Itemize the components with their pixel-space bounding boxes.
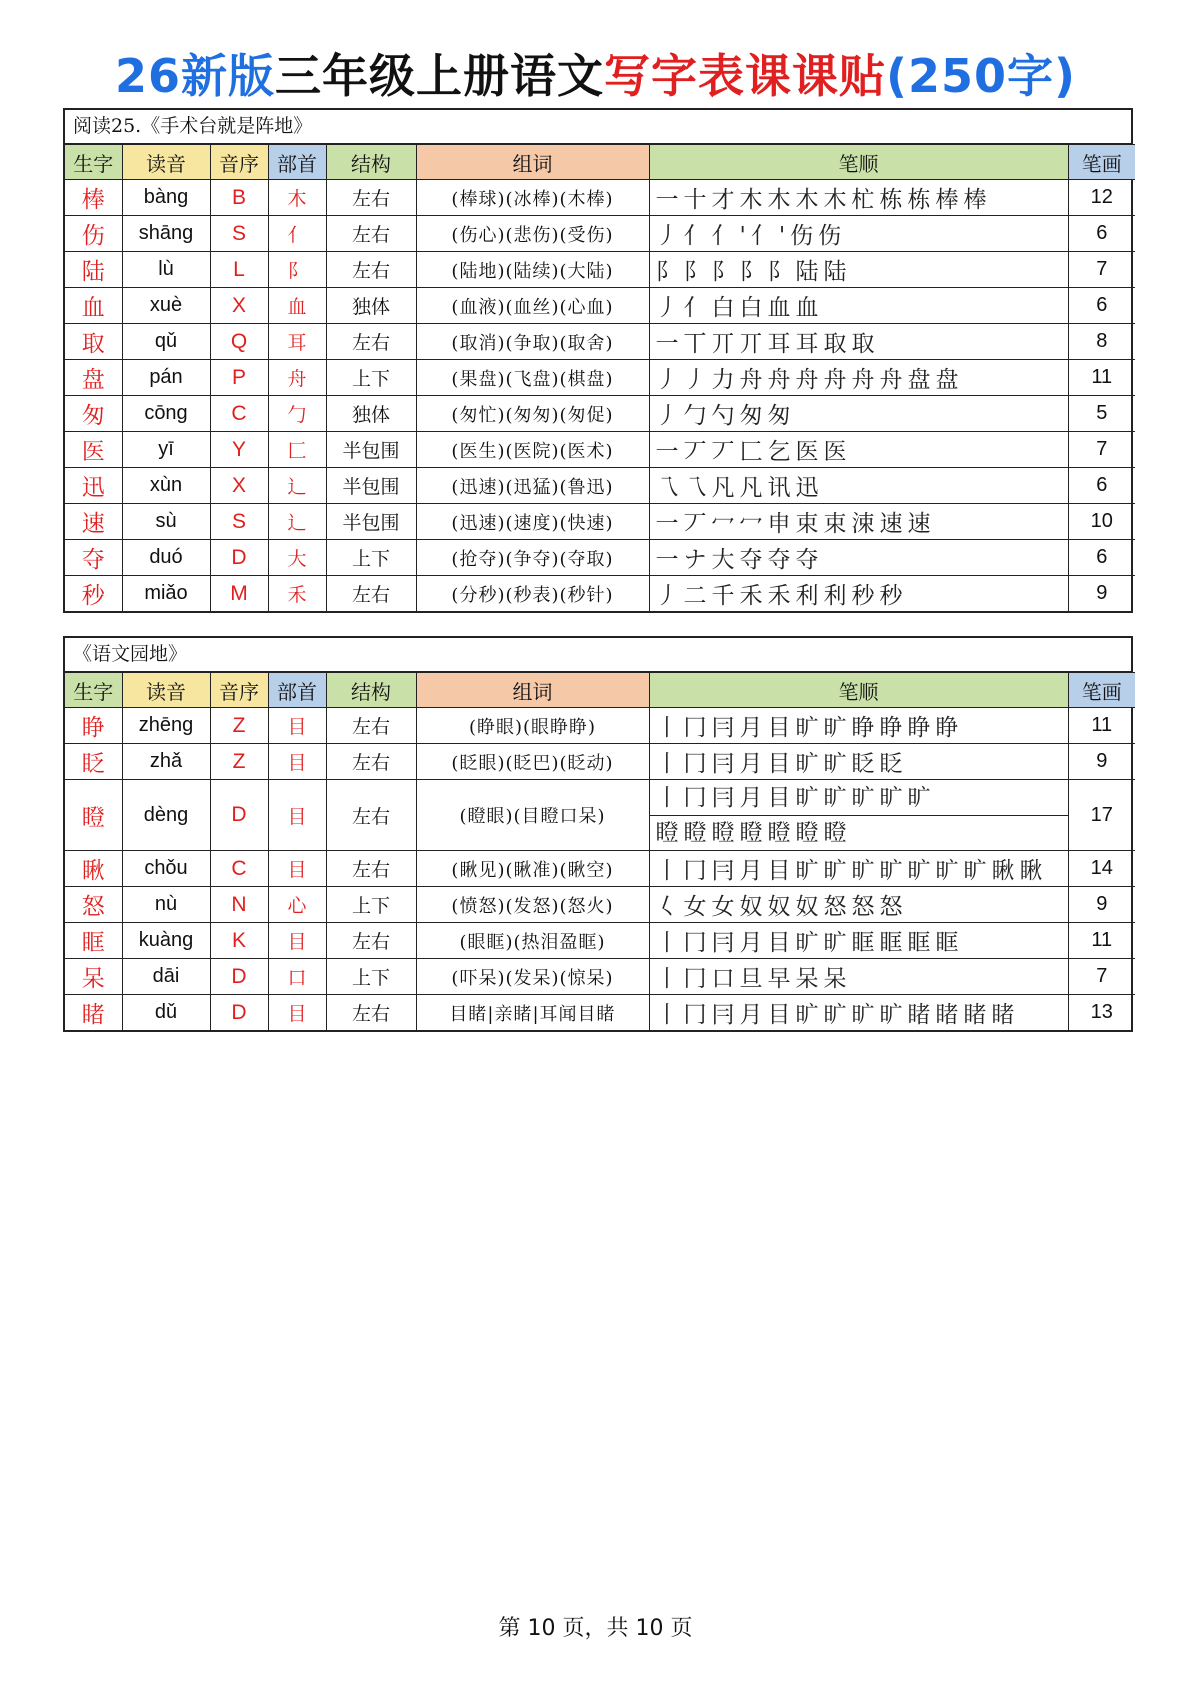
table-row: [65, 995, 1135, 1031]
structure-cell: 左右: [326, 923, 416, 959]
sequence-letter-cell: N: [210, 887, 268, 923]
stroke-count-cell: 9: [1068, 576, 1135, 612]
character-cell: 速: [65, 504, 122, 540]
stroke-count-cell: 10: [1068, 504, 1135, 540]
sequence-letter-cell: P: [210, 360, 268, 396]
pinyin-cell: cōng: [122, 396, 210, 432]
stroke-order-cell: 一丆丆匚乞医医: [649, 432, 1068, 468]
radical-cell: 目: [268, 995, 326, 1031]
header-count: 笔画: [1068, 673, 1135, 708]
words-cell: (分秒)(秒表)(秒针): [416, 576, 649, 612]
stroke-order-cell: 丿勹勺匆匆: [649, 396, 1068, 432]
sequence-letter-cell: M: [210, 576, 268, 612]
character-cell: 陆: [65, 252, 122, 288]
words-cell: (愤怒)(发怒)(怒火): [416, 887, 649, 923]
sequence-letter-cell: S: [210, 216, 268, 252]
pinyin-cell: yī: [122, 432, 210, 468]
character-table: [65, 144, 1135, 611]
radical-cell: 目: [268, 780, 326, 851]
words-cell: (抢夺)(争夺)(夺取): [416, 540, 649, 576]
pinyin-cell: duó: [122, 540, 210, 576]
header-char: 生字: [65, 673, 122, 708]
header-words: 组词: [416, 673, 649, 708]
words-cell: 目睹|亲睹|耳闻目睹: [416, 995, 649, 1031]
structure-cell: 半包围: [326, 468, 416, 504]
structure-cell: 左右: [326, 180, 416, 216]
words-cell: (迅速)(迅猛)(鲁迅): [416, 468, 649, 504]
stroke-count-cell: 14: [1068, 851, 1135, 887]
pinyin-cell: pán: [122, 360, 210, 396]
structure-cell: 半包围: [326, 504, 416, 540]
structure-cell: 上下: [326, 887, 416, 923]
sequence-letter-cell: Z: [210, 708, 268, 744]
radical-cell: 舟: [268, 360, 326, 396]
table-row: [65, 396, 1135, 432]
pinyin-cell: xùn: [122, 468, 210, 504]
sequence-letter-cell: K: [210, 923, 268, 959]
stroke-order-cell: 𡿨女女奴奴奴怒怒怒: [649, 887, 1068, 923]
words-cell: (瞪眼)(目瞪口呆): [416, 780, 649, 851]
table-row: [65, 216, 1135, 252]
header-row: [65, 673, 1135, 708]
table-row: [65, 432, 1135, 468]
stroke-order-line-2: 瞪瞪瞪瞪瞪瞪瞪: [655, 819, 852, 846]
sequence-letter-cell: Q: [210, 324, 268, 360]
header-structure: 结构: [326, 673, 416, 708]
stroke-order-cell: 乁乁凡凡讯迅: [649, 468, 1068, 504]
radical-cell: 目: [268, 708, 326, 744]
page-title: [0, 40, 1191, 106]
table-row: [65, 324, 1135, 360]
stroke-count-cell: 6: [1068, 468, 1135, 504]
table-row: [65, 288, 1135, 324]
words-cell: (瞅见)(瞅准)(瞅空): [416, 851, 649, 887]
structure-cell: 左右: [326, 216, 416, 252]
sequence-letter-cell: X: [210, 468, 268, 504]
section-title: 《语文园地》: [65, 638, 1131, 672]
stroke-count-cell: 12: [1068, 180, 1135, 216]
title-part-3: 写字表课课贴: [603, 49, 886, 103]
table-row: [65, 252, 1135, 288]
radical-cell: 辶: [268, 504, 326, 540]
header-row: [65, 145, 1135, 180]
header-seq: 音序: [210, 673, 268, 708]
stroke-order-cell: 丨冂冃月目旷旷眨眨: [649, 744, 1068, 780]
stroke-count-cell: 11: [1068, 360, 1135, 396]
radical-cell: 勹: [268, 396, 326, 432]
structure-cell: 上下: [326, 360, 416, 396]
table-row: [65, 504, 1135, 540]
page-footer: 第 10 页，共 10 页: [498, 1616, 693, 1641]
radical-cell: 木: [268, 180, 326, 216]
character-cell: 医: [65, 432, 122, 468]
table-row: [65, 468, 1135, 504]
words-cell: (匆忙)(匆匆)(匆促): [416, 396, 649, 432]
pinyin-cell: sù: [122, 504, 210, 540]
words-cell: (取消)(争取)(取舍): [416, 324, 649, 360]
stroke-count-cell: 5: [1068, 396, 1135, 432]
table-row: [65, 923, 1135, 959]
pinyin-cell: miǎo: [122, 576, 210, 612]
character-cell: 取: [65, 324, 122, 360]
radical-cell: 心: [268, 887, 326, 923]
sequence-letter-cell: Z: [210, 744, 268, 780]
stroke-count-cell: 6: [1068, 540, 1135, 576]
structure-cell: 上下: [326, 540, 416, 576]
structure-cell: 左右: [326, 851, 416, 887]
pinyin-cell: qǔ: [122, 324, 210, 360]
character-table: [65, 672, 1135, 1030]
words-cell: (眨眼)(眨巴)(眨动): [416, 744, 649, 780]
section-reading-25: [63, 108, 1133, 613]
sequence-letter-cell: X: [210, 288, 268, 324]
radical-cell: 目: [268, 744, 326, 780]
character-cell: 睹: [65, 995, 122, 1031]
header-radical: 部首: [268, 673, 326, 708]
stroke-count-cell: 13: [1068, 995, 1135, 1031]
character-cell: 眶: [65, 923, 122, 959]
pinyin-cell: nù: [122, 887, 210, 923]
character-cell: 匆: [65, 396, 122, 432]
pinyin-cell: dèng: [122, 780, 210, 851]
character-cell: 瞪: [65, 780, 122, 851]
character-cell: 秒: [65, 576, 122, 612]
stroke-count-cell: 9: [1068, 887, 1135, 923]
stroke-count-cell: 11: [1068, 708, 1135, 744]
radical-cell: 耳: [268, 324, 326, 360]
stroke-order-cell: 一十才木木木木杧栋栋棒棒: [649, 180, 1068, 216]
pinyin-cell: dǔ: [122, 995, 210, 1031]
stroke-count-cell: 7: [1068, 432, 1135, 468]
pinyin-cell: shāng: [122, 216, 210, 252]
character-cell: 怒: [65, 887, 122, 923]
section-title: 阅读25.《手术台就是阵地》: [65, 110, 1131, 144]
structure-cell: 左右: [326, 995, 416, 1031]
sequence-letter-cell: S: [210, 504, 268, 540]
header-radical: 部首: [268, 145, 326, 180]
character-cell: 棒: [65, 180, 122, 216]
radical-cell: 大: [268, 540, 326, 576]
table-row: [65, 780, 1135, 851]
pinyin-cell: dāi: [122, 959, 210, 995]
words-cell: (果盘)(飞盘)(棋盘): [416, 360, 649, 396]
table-row: [65, 708, 1135, 744]
sequence-letter-cell: B: [210, 180, 268, 216]
pinyin-cell: zhǎ: [122, 744, 210, 780]
stroke-order-cell: 阝阝阝阝阝陆陆: [649, 252, 1068, 288]
character-cell: 呆: [65, 959, 122, 995]
structure-cell: 独体: [326, 288, 416, 324]
title-part-4: (250字): [885, 49, 1077, 103]
header-words: 组词: [416, 145, 649, 180]
stroke-order-cell: 丨冂冃月目旷旷睁睁睁睁: [649, 708, 1068, 744]
stroke-count-cell: 6: [1068, 216, 1135, 252]
words-cell: (棒球)(冰棒)(木棒): [416, 180, 649, 216]
radical-cell: 血: [268, 288, 326, 324]
character-cell: 夺: [65, 540, 122, 576]
stroke-count-cell: 6: [1068, 288, 1135, 324]
character-cell: 盘: [65, 360, 122, 396]
stroke-order-cell: [649, 780, 1068, 851]
radical-cell: 阝: [268, 252, 326, 288]
radical-cell: 辶: [268, 468, 326, 504]
header-structure: 结构: [326, 145, 416, 180]
words-cell: (医生)(医院)(医术): [416, 432, 649, 468]
stroke-count-cell: 9: [1068, 744, 1135, 780]
stroke-order-cell: 一丅丌丌耳耳取取: [649, 324, 1068, 360]
radical-cell: 匚: [268, 432, 326, 468]
table-row: [65, 887, 1135, 923]
header-char: 生字: [65, 145, 122, 180]
table-row: [65, 959, 1135, 995]
structure-cell: 上下: [326, 959, 416, 995]
header-strokes: 笔顺: [649, 145, 1068, 180]
character-cell: 伤: [65, 216, 122, 252]
stroke-order-cell: 丿亻白白血血: [649, 288, 1068, 324]
table-row: [65, 180, 1135, 216]
pinyin-cell: chǒu: [122, 851, 210, 887]
stroke-order-cell: 丨冂冃月目旷旷旷旷旷旷旷瞅瞅: [649, 851, 1068, 887]
pinyin-cell: kuàng: [122, 923, 210, 959]
table-row: [65, 851, 1135, 887]
radical-cell: 亻: [268, 216, 326, 252]
stroke-order-cell: 丨冂冃月目旷旷旷旷睹睹睹睹: [649, 995, 1068, 1031]
stroke-count-cell: 11: [1068, 923, 1135, 959]
pinyin-cell: bàng: [122, 180, 210, 216]
words-cell: (吓呆)(发呆)(惊呆): [416, 959, 649, 995]
structure-cell: 左右: [326, 708, 416, 744]
structure-cell: 左右: [326, 252, 416, 288]
header-count: 笔画: [1068, 145, 1135, 180]
structure-cell: 左右: [326, 576, 416, 612]
pinyin-cell: lù: [122, 252, 210, 288]
radical-cell: 禾: [268, 576, 326, 612]
words-cell: (伤心)(悲伤)(受伤): [416, 216, 649, 252]
table-row: [65, 360, 1135, 396]
words-cell: (陆地)(陆续)(大陆): [416, 252, 649, 288]
header-strokes: 笔顺: [649, 673, 1068, 708]
character-cell: 睁: [65, 708, 122, 744]
table-row: [65, 576, 1135, 612]
stroke-order-cell: 丨冂口旦早呆呆: [649, 959, 1068, 995]
radical-cell: 口: [268, 959, 326, 995]
pinyin-cell: zhēng: [122, 708, 210, 744]
stroke-order-cell: 丿二千禾禾利利秒秒: [649, 576, 1068, 612]
pinyin-cell: xuè: [122, 288, 210, 324]
table-row: [65, 540, 1135, 576]
stroke-order-cell: 丿丿力舟舟舟舟舟舟盘盘: [649, 360, 1068, 396]
sequence-letter-cell: C: [210, 396, 268, 432]
character-cell: 血: [65, 288, 122, 324]
words-cell: (睁眼)(眼睁睁): [416, 708, 649, 744]
stroke-order-cell: 一丆冖冖申束束涑速速: [649, 504, 1068, 540]
radical-cell: 目: [268, 923, 326, 959]
title-part-1: 26新版: [114, 49, 275, 103]
words-cell: (迅速)(速度)(快速): [416, 504, 649, 540]
header-pinyin: 读音: [122, 145, 210, 180]
structure-cell: 半包围: [326, 432, 416, 468]
structure-cell: 左右: [326, 324, 416, 360]
section-language-garden: [63, 636, 1133, 1032]
stroke-order-cell: 丨冂冃月目旷旷眶眶眶眶: [649, 923, 1068, 959]
structure-cell: 左右: [326, 744, 416, 780]
character-cell: 瞅: [65, 851, 122, 887]
stroke-order-cell: 一ナ大夺夺夺: [649, 540, 1068, 576]
sequence-letter-cell: D: [210, 959, 268, 995]
sequence-letter-cell: D: [210, 780, 268, 851]
structure-cell: 左右: [326, 780, 416, 851]
sequence-letter-cell: C: [210, 851, 268, 887]
header-seq: 音序: [210, 145, 268, 180]
sequence-letter-cell: Y: [210, 432, 268, 468]
words-cell: (眼眶)(热泪盈眶): [416, 923, 649, 959]
radical-cell: 目: [268, 851, 326, 887]
character-cell: 眨: [65, 744, 122, 780]
stroke-order-cell: 丿亻亻'亻'伤伤: [649, 216, 1068, 252]
stroke-count-cell: 8: [1068, 324, 1135, 360]
words-cell: (血液)(血丝)(心血): [416, 288, 649, 324]
character-cell: 迅: [65, 468, 122, 504]
stroke-count-cell: 7: [1068, 252, 1135, 288]
structure-cell: 独体: [326, 396, 416, 432]
stroke-order-line-1: 丨冂冃月目旷旷旷旷旷: [650, 781, 1068, 816]
sequence-letter-cell: D: [210, 540, 268, 576]
stroke-count-cell: 7: [1068, 959, 1135, 995]
sequence-letter-cell: D: [210, 995, 268, 1031]
table-row: [65, 744, 1135, 780]
sequence-letter-cell: L: [210, 252, 268, 288]
title-part-2: 三年级上册语文: [274, 49, 604, 103]
header-pinyin: 读音: [122, 673, 210, 708]
stroke-count-cell: 17: [1068, 780, 1135, 851]
